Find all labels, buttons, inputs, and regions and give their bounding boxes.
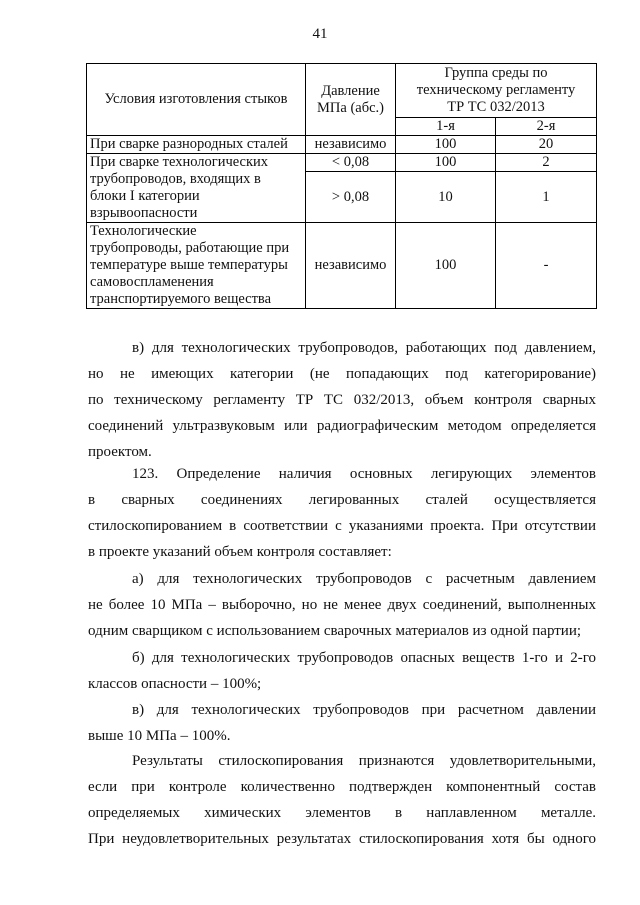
page-number: 41 [312, 26, 328, 42]
row-condition-cell: При сварке технологических трубопроводов, входящих в блоки I категории взрывоопасности [87, 154, 306, 223]
paragraph-v-pressure-pipelines: в) для технологических трубопроводов, работающих под давлением, но не имеющих категории (не попадающих под категорирование) по техническому регламенту ТР ТС 032/2013, объем контроля сварных соединений ультразвуковым или радиографическим методом определяется проектом. [88, 340, 596, 460]
table-row: При сварке технологических трубопроводов, входящих в блоки I категории взрывоопасности < 0,08 100 2 [87, 154, 597, 172]
paragraph-b: б) для технологических трубопроводов опасных веществ 1-го и 2-го классов опасности – 100%; [88, 650, 596, 692]
header-group-1: 1-я [396, 118, 496, 136]
header-pressure: Давление МПа (абс.) [306, 64, 396, 136]
paragraph-results: Результаты стилоскопирования признаются удовлетворительными, если при контроле количественно подтвержден компонентный состав определяемых химических элементов в наплавленном металле. При неудовлетворительных результатах стилоскопирования хотя бы одного [88, 753, 596, 847]
table-row: Технологические трубопроводы, работающие при температуре выше температуры самовоспламенения транспортируемого вещества независимо 100 - [87, 223, 597, 309]
inspection-table [86, 63, 597, 309]
row-condition-cell: Технологические трубопроводы, работающие при температуре выше температуры самовоспламенения транспортируемого вещества [87, 223, 306, 309]
table-row: > 0,08 10 1 [87, 172, 597, 223]
paragraph-a: а) для технологических трубопроводов с расчетным давлением не более 10 МПа – выборочно, но не менее двух соединений, выполненных одним сварщиком с использованием сварочных материалов из одной партии; [88, 571, 596, 639]
header-group: Группа среды по техническому регламенту ТР ТС 032/2013 [396, 64, 597, 118]
paragraph-123: 123. Определение наличия основных легирующих элементов в сварных соединениях легированных сталей осуществляется стилоскопированием в соответствии с указаниями проекта. При отсутствии в проекте указаний объем контроля составляет: [88, 466, 596, 560]
header-group-2: 2-я [496, 118, 597, 136]
table-row: При сварке разнородных сталей независимо 100 20 [87, 136, 597, 154]
header-conditions: Условия изготовления стыков [87, 64, 306, 136]
paragraph-v-high-pressure: в) для технологических трубопроводов при расчетном давлении выше 10 МПа – 100%. [88, 702, 596, 744]
